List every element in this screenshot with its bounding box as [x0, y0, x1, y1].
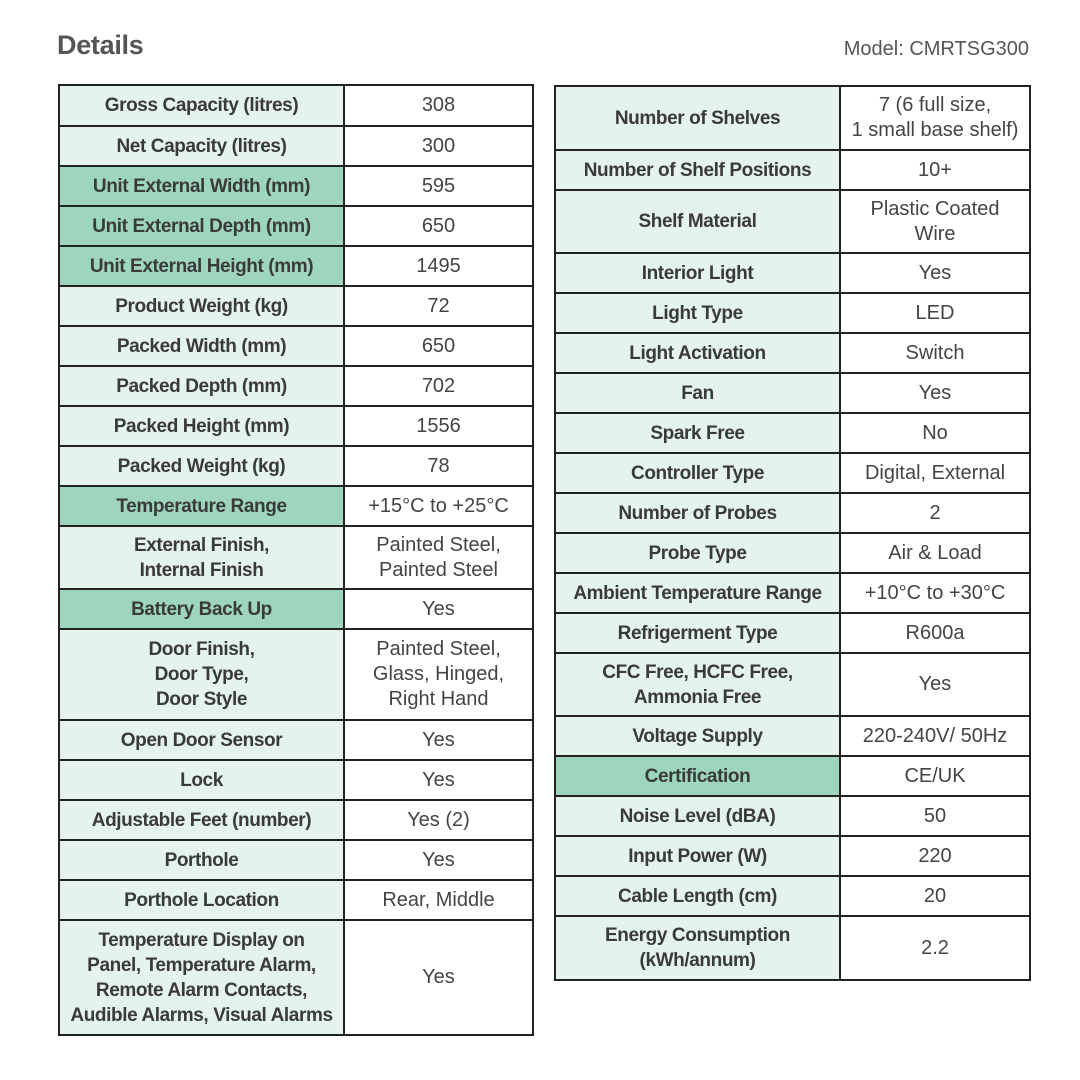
spec-value: 220-240V/ 50Hz [840, 716, 1030, 756]
spec-value: Yes [344, 720, 533, 760]
spec-value: LED [840, 293, 1030, 333]
spec-label: Unit External Width (mm) [59, 166, 344, 206]
spec-label: Packed Depth (mm) [59, 366, 344, 406]
spec-label: Gross Capacity (litres) [59, 85, 344, 126]
table-row [555, 453, 1030, 493]
spec-value: Rear, Middle [344, 880, 533, 920]
spec-label: Controller Type [555, 453, 840, 493]
table-row [59, 406, 533, 446]
spec-label: Fan [555, 373, 840, 413]
page-title: Details [57, 30, 144, 60]
table-row [59, 629, 533, 720]
spec-table-right [554, 85, 1031, 981]
spec-label: Porthole [59, 840, 344, 880]
spec-label: Unit External Depth (mm) [59, 206, 344, 246]
spec-label: Spark Free [555, 413, 840, 453]
table-row [59, 446, 533, 486]
spec-table-left [58, 84, 534, 1036]
table-row [555, 150, 1030, 190]
spec-value: 1556 [344, 406, 533, 446]
table-row [555, 533, 1030, 573]
table-row [555, 253, 1030, 293]
table-row [555, 373, 1030, 413]
spec-value: 2 [840, 493, 1030, 533]
table-row [555, 613, 1030, 653]
table-row [555, 876, 1030, 916]
spec-label: Temperature Range [59, 486, 344, 526]
spec-value: Painted Steel, Glass, Hinged, Right Hand [344, 629, 533, 720]
table-row [59, 486, 533, 526]
spec-value: 595 [344, 166, 533, 206]
spec-value: Painted Steel, Painted Steel [344, 526, 533, 589]
table-row [59, 589, 533, 629]
table-row [59, 760, 533, 800]
spec-label: Voltage Supply [555, 716, 840, 756]
spec-label: Product Weight (kg) [59, 286, 344, 326]
spec-value: 50 [840, 796, 1030, 836]
spec-label: Door Finish, Door Type, Door Style [59, 629, 344, 720]
spec-label: Interior Light [555, 253, 840, 293]
table-row [555, 86, 1030, 150]
spec-label: Light Type [555, 293, 840, 333]
table-row [555, 836, 1030, 876]
spec-value: Yes [840, 373, 1030, 413]
spec-label: Refrigerment Type [555, 613, 840, 653]
spec-value: 702 [344, 366, 533, 406]
spec-label: Porthole Location [59, 880, 344, 920]
table-row [59, 880, 533, 920]
table-row [555, 190, 1030, 253]
table-row [59, 526, 533, 589]
table-row [59, 246, 533, 286]
spec-label: Packed Width (mm) [59, 326, 344, 366]
spec-value: Yes [344, 589, 533, 629]
table-row [555, 333, 1030, 373]
table-row [59, 326, 533, 366]
spec-value: CE/UK [840, 756, 1030, 796]
spec-value: 650 [344, 326, 533, 366]
table-row [555, 653, 1030, 716]
spec-label: Packed Weight (kg) [59, 446, 344, 486]
table-row [59, 286, 533, 326]
spec-value: +10°C to +30°C [840, 573, 1030, 613]
spec-label: Cable Length (cm) [555, 876, 840, 916]
spec-value: Yes [840, 653, 1030, 716]
spec-label: Adjustable Feet (number) [59, 800, 344, 840]
table-row [59, 720, 533, 760]
spec-label: Battery Back Up [59, 589, 344, 629]
table-row [59, 840, 533, 880]
spec-value: 2.2 [840, 916, 1030, 980]
spec-value: 10+ [840, 150, 1030, 190]
spec-label: Light Activation [555, 333, 840, 373]
spec-value: Yes [344, 760, 533, 800]
spec-value: Switch [840, 333, 1030, 373]
table-row [555, 916, 1030, 980]
table-row [59, 800, 533, 840]
spec-label: Input Power (W) [555, 836, 840, 876]
table-row [555, 293, 1030, 333]
spec-value: Yes (2) [344, 800, 533, 840]
spec-value: 300 [344, 126, 533, 166]
spec-value: +15°C to +25°C [344, 486, 533, 526]
table-row [555, 796, 1030, 836]
spec-value: Air & Load [840, 533, 1030, 573]
spec-label: Certification [555, 756, 840, 796]
table-row [59, 920, 533, 1035]
table-row [59, 126, 533, 166]
spec-value: Plastic Coated Wire [840, 190, 1030, 253]
spec-label: Shelf Material [555, 190, 840, 253]
spec-value: 72 [344, 286, 533, 326]
table-row [555, 756, 1030, 796]
spec-label: Ambient Temperature Range [555, 573, 840, 613]
table-row [59, 206, 533, 246]
spec-value: Digital, External [840, 453, 1030, 493]
table-row [555, 573, 1030, 613]
table-row [555, 716, 1030, 756]
spec-value: 1495 [344, 246, 533, 286]
spec-value: 7 (6 full size, 1 small base shelf) [840, 86, 1030, 150]
spec-value: R600a [840, 613, 1030, 653]
spec-label: Noise Level (dBA) [555, 796, 840, 836]
spec-label: Number of Probes [555, 493, 840, 533]
spec-value: 20 [840, 876, 1030, 916]
spec-value: No [840, 413, 1030, 453]
spec-value: 78 [344, 446, 533, 486]
spec-label: CFC Free, HCFC Free, Ammonia Free [555, 653, 840, 716]
spec-value: 650 [344, 206, 533, 246]
spec-label: Number of Shelves [555, 86, 840, 150]
spec-label: Unit External Height (mm) [59, 246, 344, 286]
spec-label: Lock [59, 760, 344, 800]
spec-label: Packed Height (mm) [59, 406, 344, 446]
spec-label: Open Door Sensor [59, 720, 344, 760]
spec-label: Temperature Display on Panel, Temperature Alarm, Remote Alarm Contacts, Audible Alarms, Visual Alarms [59, 920, 344, 1035]
table-row [555, 413, 1030, 453]
model-number: Model: CMRTSG300 [843, 38, 1029, 60]
spec-value: 220 [840, 836, 1030, 876]
spec-value: 308 [344, 85, 533, 126]
spec-label: Number of Shelf Positions [555, 150, 840, 190]
spec-label: Energy Consumption (kWh/annum) [555, 916, 840, 980]
spec-label: Net Capacity (litres) [59, 126, 344, 166]
table-row [59, 166, 533, 206]
table-row [59, 85, 533, 126]
spec-label: External Finish, Internal Finish [59, 526, 344, 589]
table-row [555, 493, 1030, 533]
spec-label: Probe Type [555, 533, 840, 573]
spec-value: Yes [840, 253, 1030, 293]
spec-value: Yes [344, 840, 533, 880]
spec-value: Yes [344, 920, 533, 1035]
table-row [59, 366, 533, 406]
